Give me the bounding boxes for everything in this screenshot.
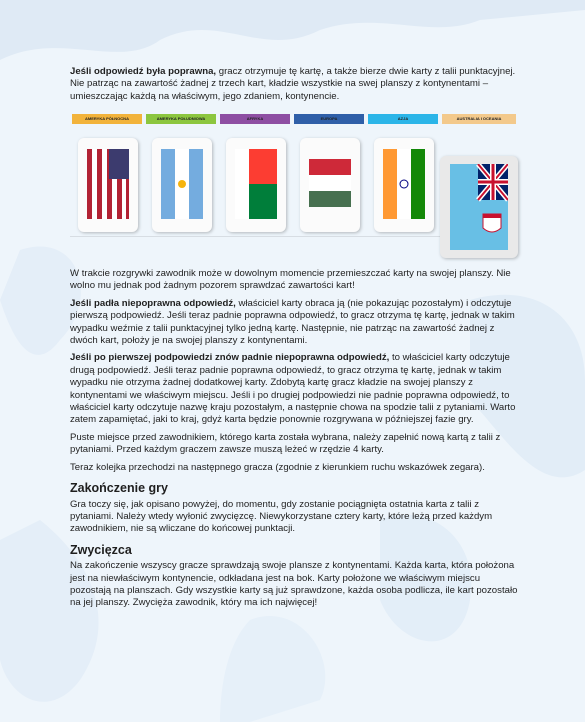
madagascar-flag-icon	[235, 149, 277, 219]
continent-band-north-america: AMERYKA PÓŁNOCNA	[72, 114, 142, 124]
continent-band-africa: AFRYKA	[220, 114, 290, 124]
hungary-flag-icon	[309, 149, 351, 219]
paragraph-next-player: Teraz kolejka przechodzi na następnego gracza (zgodnie z kierunkiem ruchu wskazówek zegara).	[70, 461, 485, 473]
india-flag-icon	[383, 149, 425, 219]
fiji-flag-icon	[450, 164, 508, 250]
paragraph-incorrect-answer: Jeśli padła niepoprawna odpowiedź, właściciel karty obraca ją (nie pokazując pozostałym) i odczytuje pierwszą podpowiedź. Jeśli teraz padnie poprawna odpowiedź, to gracz otrzyma tę kartę, jednak w takim wypadku weźmie z talii punktacyjnej tylko jedną kartę. Następnie, nie patrząc na zawartość żadnej z dwóch kart, położy je na swojej planszy z kontynentami.	[70, 297, 515, 347]
continent-band-asia: AZJA	[368, 114, 438, 124]
card-hungary	[300, 138, 360, 232]
rules-text-top	[70, 66, 518, 108]
continent-cards-illustration	[70, 114, 518, 262]
continent-band-south-america: AMERYKA POŁUDNIOWA	[146, 114, 216, 124]
card-fiji	[440, 156, 518, 258]
table-divider	[70, 236, 442, 237]
paragraph-second-hint: Jeśli po pierwszej podpowiedzi znów padnie niepoprawna odpowiedź, to właściciel karty odczytuje drugą podpowiedź. Jeśli teraz padnie poprawna odpowiedź, to gracz otrzyma tę kartę, jednak w takim wypadku nie otrzyma żadnej dodatkowej karty. Zdobytą kartę gracz kładzie na swojej planszy z kontynentami we właściwym miejscu. Jeśli i po drugiej podpowiedzi nie padnie poprawna odpowiedź, to właściciel karty odczytuje nazwę kraju pozostałym, a następnie chowa na spodzie talii z pytaniami. Warto zatem zapamiętać, jaki to kraj, gdyż karta będzie ponownie rozgrywana w późniejszej fazie gry.	[70, 352, 516, 426]
usa-flag-icon	[87, 149, 129, 219]
rules-text-main	[70, 268, 518, 615]
paragraph-winner: Na zakończenie wszyscy gracze sprawdzają swoje plansze z kontynentami. Każda karta, która położona jest na niewłaściwym kontynencie, odkładana jest na bok. Karty położone we właściwym miejscu pozostają na planszach. Gdy wszystkie karty są już sprawdzone, każda osoba podlicza, ile kart pozostało na jej planszy. Zwycięża zawodnik, który ma ich najwięcej!	[70, 560, 518, 609]
argentina-flag-icon	[161, 149, 203, 219]
paragraph-game-end: Gra toczy się, jak opisano powyżej, do momentu, gdy zostanie pociągnięta ostatnia karta z talii z pytaniami. Należy wtedy wyłonić zwycięzcę. Niewykorzystane cztery karty, które leżą przed każdym zawodnikiem, nie są wliczane do końcowej punktacji.	[70, 498, 493, 535]
heading-game-end: Zakończenie gry	[70, 481, 168, 496]
paragraph-moving-cards: W trakcie rozgrywki zawodnik może w dowolnym momencie przemieszczać karty na swojej planszy. Nie wolno mu jednak pod żadnym pozorem sprawdzać zawartości kart!	[70, 268, 511, 292]
card-usa	[78, 138, 138, 232]
heading-winner: Zwycięzca	[70, 542, 132, 557]
continent-band-europe: EUROPA	[294, 114, 364, 124]
paragraph-correct-answer: Jeśli odpowiedź była poprawna, gracz otrzymuje tę kartę, a także bierze dwie karty z talii punktacyjnej. Nie patrząc na zawartość żadnej z trzech kart, kładzie wszystkie na swej planszy z kontynentami – umieszczając każdą na właściwym, jego zdaniem, kontynencie.	[70, 66, 516, 102]
card-india	[374, 138, 434, 232]
card-madagascar	[226, 138, 286, 232]
paragraph-empty-slot: Puste miejsce przed zawodnikiem, którego karta została wybrana, należy zapełnić nową kartą z talii z pytaniami. Przed każdym graczem zawsze muszą leżeć w rzędzie 4 karty.	[70, 431, 501, 456]
card-argentina	[152, 138, 212, 232]
continent-band-oceania: AUSTRALIA I OCEANIA	[442, 114, 516, 124]
